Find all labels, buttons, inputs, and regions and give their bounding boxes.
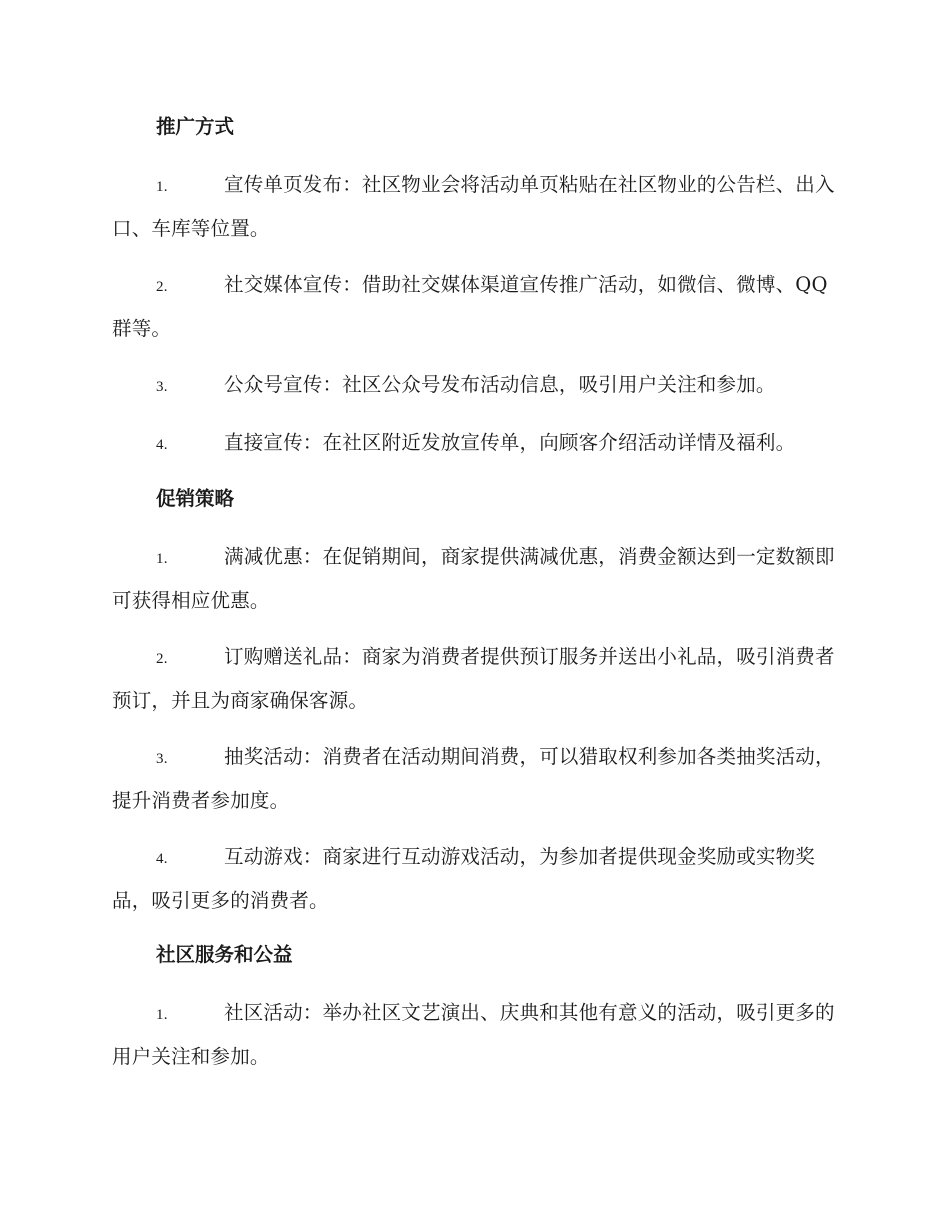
- list-item: [112, 536, 836, 622]
- list-item: [112, 364, 836, 408]
- section-community-service: [112, 936, 836, 1078]
- list-item: [112, 836, 836, 922]
- item-text: 公众号宣传：社区公众号发布活动信息，吸引用户关注和参加。: [224, 373, 776, 396]
- list-item: [112, 164, 836, 250]
- item-number: 3.: [156, 751, 168, 767]
- item-text: 直接宣传：在社区附近发放宣传单，向顾客介绍活动详情及福利。: [224, 431, 796, 454]
- item-text: 社区活动：举办社区文艺演出、庆典和其他有意义的活动，吸引更多的用户关注和参加。: [112, 1001, 835, 1068]
- section-promotion-methods: [112, 108, 836, 466]
- item-text: 抽奖活动：消费者在活动期间消费，可以猎取权利参加各类抽奖活动，提升消费者参加度。: [112, 745, 835, 812]
- section-heading: 社区服务和公益: [156, 943, 293, 966]
- item-text: 订购赠送礼品：商家为消费者提供预订服务并送出小礼品，吸引消费者预订，并且为商家确保客源。: [112, 645, 835, 712]
- list-item: [112, 992, 836, 1078]
- item-text: 社交媒体宣传：借助社交媒体渠道宣传推广活动，如微信、微博、QQ 群等。: [112, 273, 828, 340]
- section-heading: 推广方式: [156, 115, 235, 138]
- document-page: [112, 108, 836, 1092]
- list-item: [112, 422, 836, 466]
- item-number: 2.: [156, 279, 168, 295]
- list-item: [112, 736, 836, 822]
- item-number: 4.: [156, 437, 168, 453]
- item-number: 1.: [156, 179, 168, 195]
- item-text: 互动游戏：商家进行互动游戏活动，为参加者提供现金奖励或实物奖品，吸引更多的消费者。: [112, 845, 816, 912]
- item-number: 1.: [156, 551, 168, 567]
- item-text: 宣传单页发布：社区物业会将活动单页粘贴在社区物业的公告栏、出入口、车库等位置。: [112, 173, 835, 240]
- item-number: 3.: [156, 379, 168, 395]
- list-item: [112, 636, 836, 722]
- item-number: 1.: [156, 1007, 168, 1023]
- list-item: [112, 264, 836, 350]
- section-promotion-strategy: [112, 480, 836, 922]
- item-text: 满减优惠：在促销期间，商家提供满减优惠，消费金额达到一定数额即可获得相应优惠。: [112, 545, 835, 612]
- section-heading: 促销策略: [156, 487, 235, 510]
- item-number: 4.: [156, 851, 168, 867]
- item-number: 2.: [156, 651, 168, 667]
